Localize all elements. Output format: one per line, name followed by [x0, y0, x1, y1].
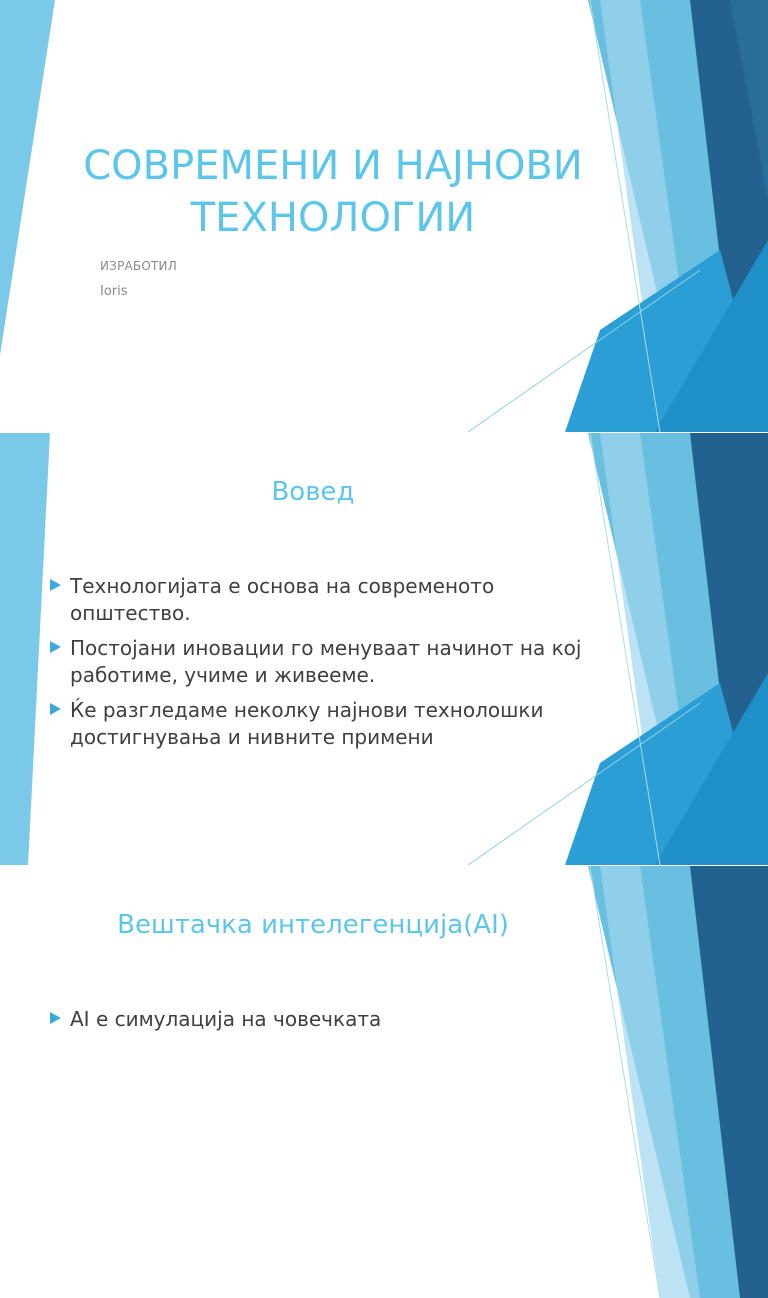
presentation-title — [40, 140, 626, 244]
bullet-list — [48, 573, 588, 759]
subtitle-label: ИЗРАБОТИЛ — [100, 259, 177, 273]
list-item: AI е симулација на човечката — [48, 1006, 588, 1033]
author-name: Ioris — [100, 284, 128, 299]
slide-title — [0, 0, 768, 432]
slide-introduction — [0, 433, 768, 865]
slide-ai — [0, 866, 768, 1298]
title-line-2: ТЕХНОЛОГИИ — [190, 195, 476, 241]
title-line-1: СОВРЕМЕНИ И НАЈНОВИ — [83, 143, 583, 189]
bullet-arrow-icon — [50, 1012, 61, 1024]
bullet-arrow-icon — [50, 579, 61, 591]
list-item: Ќе разгледаме неколку најнови технолошки достигнувања и нивните примени — [48, 697, 588, 751]
list-item: Постојани иновации го менуваат начинот на кој работиме, учиме и живееме. — [48, 635, 588, 689]
bullet-arrow-icon — [50, 641, 61, 653]
list-item: Технологијата е основа на современото општество. — [48, 573, 588, 627]
slide-heading: Вовед — [271, 477, 355, 507]
bullet-arrow-icon — [50, 703, 61, 715]
slide-heading: Вештачка интелегенција(AI) — [117, 910, 509, 940]
